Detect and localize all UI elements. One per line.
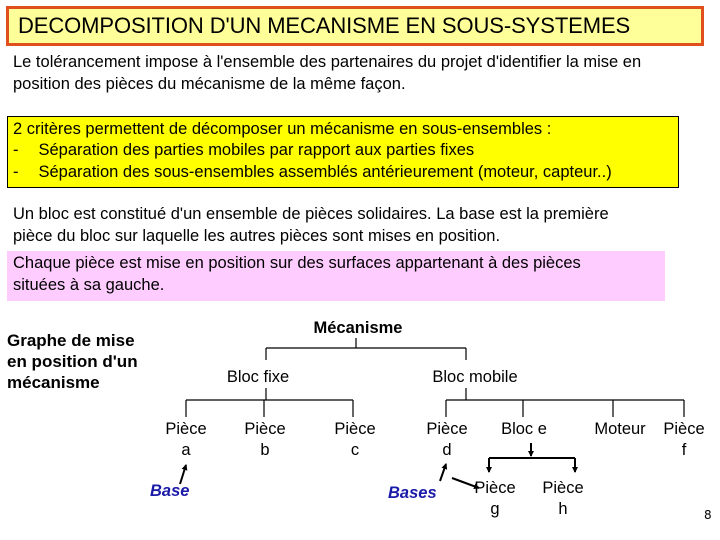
- criteria-item-text: Séparation des sous-ensembles assemblés antérieurement (moteur, capteur..): [38, 163, 612, 181]
- rule-line-2: situées à sa gauche.: [13, 276, 165, 294]
- node-piece-f: [663, 419, 704, 461]
- piece-id: c: [350, 441, 360, 459]
- node-bloc-fixe: Bloc fixe: [226, 368, 290, 386]
- node-piece-b: [244, 419, 285, 461]
- piece-label: Pièce: [663, 420, 705, 438]
- node-mecanisme: Mécanisme: [313, 319, 403, 337]
- page-title: DECOMPOSITION D'UN MECANISME EN SOUS-SYSTEMES: [18, 13, 631, 38]
- base-label: Base: [150, 482, 190, 500]
- node-piece-d: [426, 419, 467, 461]
- piece-label: Pièce: [474, 479, 516, 497]
- bloc-definition-line-1: Un bloc est constitué d'un ensemble de pièces solidaires. La base est la première: [13, 205, 609, 223]
- piece-label: Pièce: [542, 479, 584, 497]
- bullet: -: [13, 141, 19, 159]
- intro-line-2: position des pièces du mécanisme de la même façon.: [13, 75, 406, 93]
- criteria-heading: 2 critères permettent de décomposer un mécanisme en sous-ensembles :: [13, 120, 552, 138]
- piece-id: a: [181, 441, 191, 459]
- piece-id: b: [260, 441, 270, 459]
- node-piece-a: [165, 419, 206, 461]
- intro-line-1: Le tolérancement impose à l'ensemble des partenaires du projet d'identifier la mise en: [13, 53, 642, 71]
- node-piece-h: [542, 478, 583, 520]
- node-bloc-e: Bloc e: [501, 420, 547, 438]
- graph-title-line-2: en position d'un: [7, 352, 138, 371]
- piece-label: Pièce: [334, 420, 376, 438]
- bloc-definition-line-2: pièce du bloc sur laquelle les autres pièces sont mises en position.: [13, 227, 501, 245]
- node-piece-c: [334, 419, 375, 461]
- node-piece-g: [474, 478, 515, 520]
- criteria-item-text: Séparation des parties mobiles par rapport aux parties fixes: [38, 141, 475, 159]
- piece-label: Pièce: [165, 420, 207, 438]
- rule-line-1: Chaque pièce est mise en position sur des surfaces appartenant à des pièces: [13, 254, 581, 272]
- graph-title-line-3: mécanisme: [7, 373, 100, 392]
- node-moteur: Moteur: [594, 420, 646, 438]
- piece-id: f: [681, 441, 687, 459]
- piece-label: Pièce: [426, 420, 468, 438]
- piece-id: h: [558, 500, 568, 518]
- graph-title-line-1: Graphe de mise: [7, 331, 135, 350]
- piece-id: g: [490, 500, 500, 518]
- bullet: -: [13, 163, 19, 181]
- bases-label: Bases: [388, 484, 437, 502]
- piece-label: Pièce: [244, 420, 286, 438]
- node-bloc-mobile: Bloc mobile: [432, 368, 518, 386]
- page-number: 8: [704, 508, 712, 522]
- piece-id: d: [442, 441, 452, 459]
